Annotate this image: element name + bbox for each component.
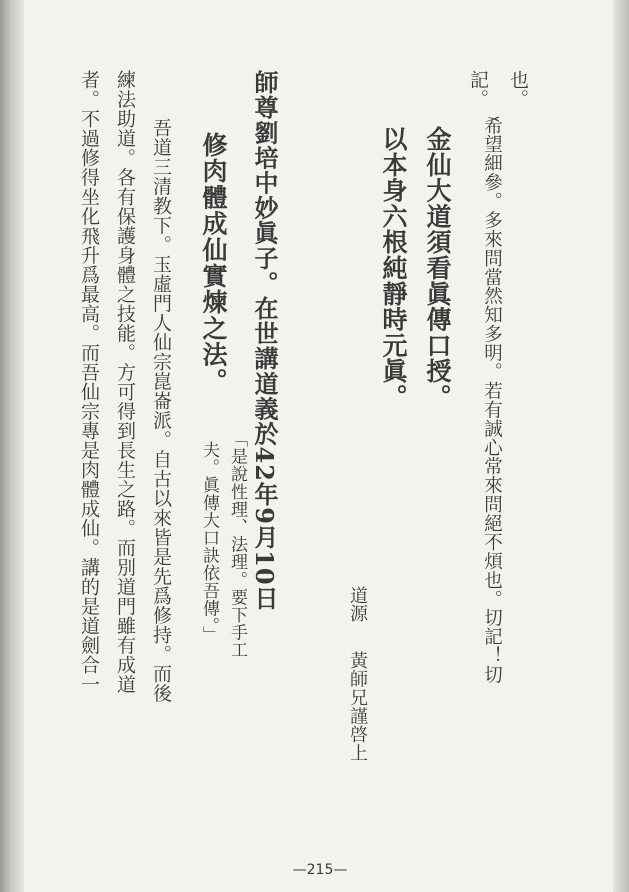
- note-column: 「是說性理、法理。要下手工: [227, 430, 247, 659]
- text-column: 也。: [507, 70, 529, 108]
- note-column: 夫。眞傳大口訣依吾傳。」: [199, 441, 219, 644]
- heading-column: 師尊劉培中妙眞子。在世講道義於42年9月10日: [250, 70, 279, 611]
- text-column: 希望細參。多來問當然知多明。若有誠心常來問絕不煩也。切記！切: [481, 116, 503, 685]
- page-gutter-left: [0, 0, 24, 892]
- text-column: 記。: [467, 70, 489, 108]
- page-number: —215—: [292, 862, 348, 878]
- signature-column: 道源: [347, 586, 368, 622]
- heading-column: 以本身六根純靜時元眞。: [379, 126, 408, 410]
- signature-column: 黃師兄謹啓上: [347, 651, 368, 762]
- text-column: 者。不過修得坐化飛升爲最高。而吾仙宗專是肉體成仙。講的是道劍合一: [78, 70, 100, 694]
- page-gutter-right: [613, 0, 629, 892]
- heading-column: 修肉體成仙實煉之法。: [199, 132, 228, 394]
- heading-column: 金仙大道須看眞傳口授。: [423, 126, 452, 410]
- text-column: 練法助道。各有保護身體之技能。方可得到長生之路。而別道門雖有成道: [114, 70, 136, 694]
- text-column: 吾道三清教下。玉虛門人仙宗崑崙派。自古以來皆是先爲修持。而後: [150, 118, 172, 703]
